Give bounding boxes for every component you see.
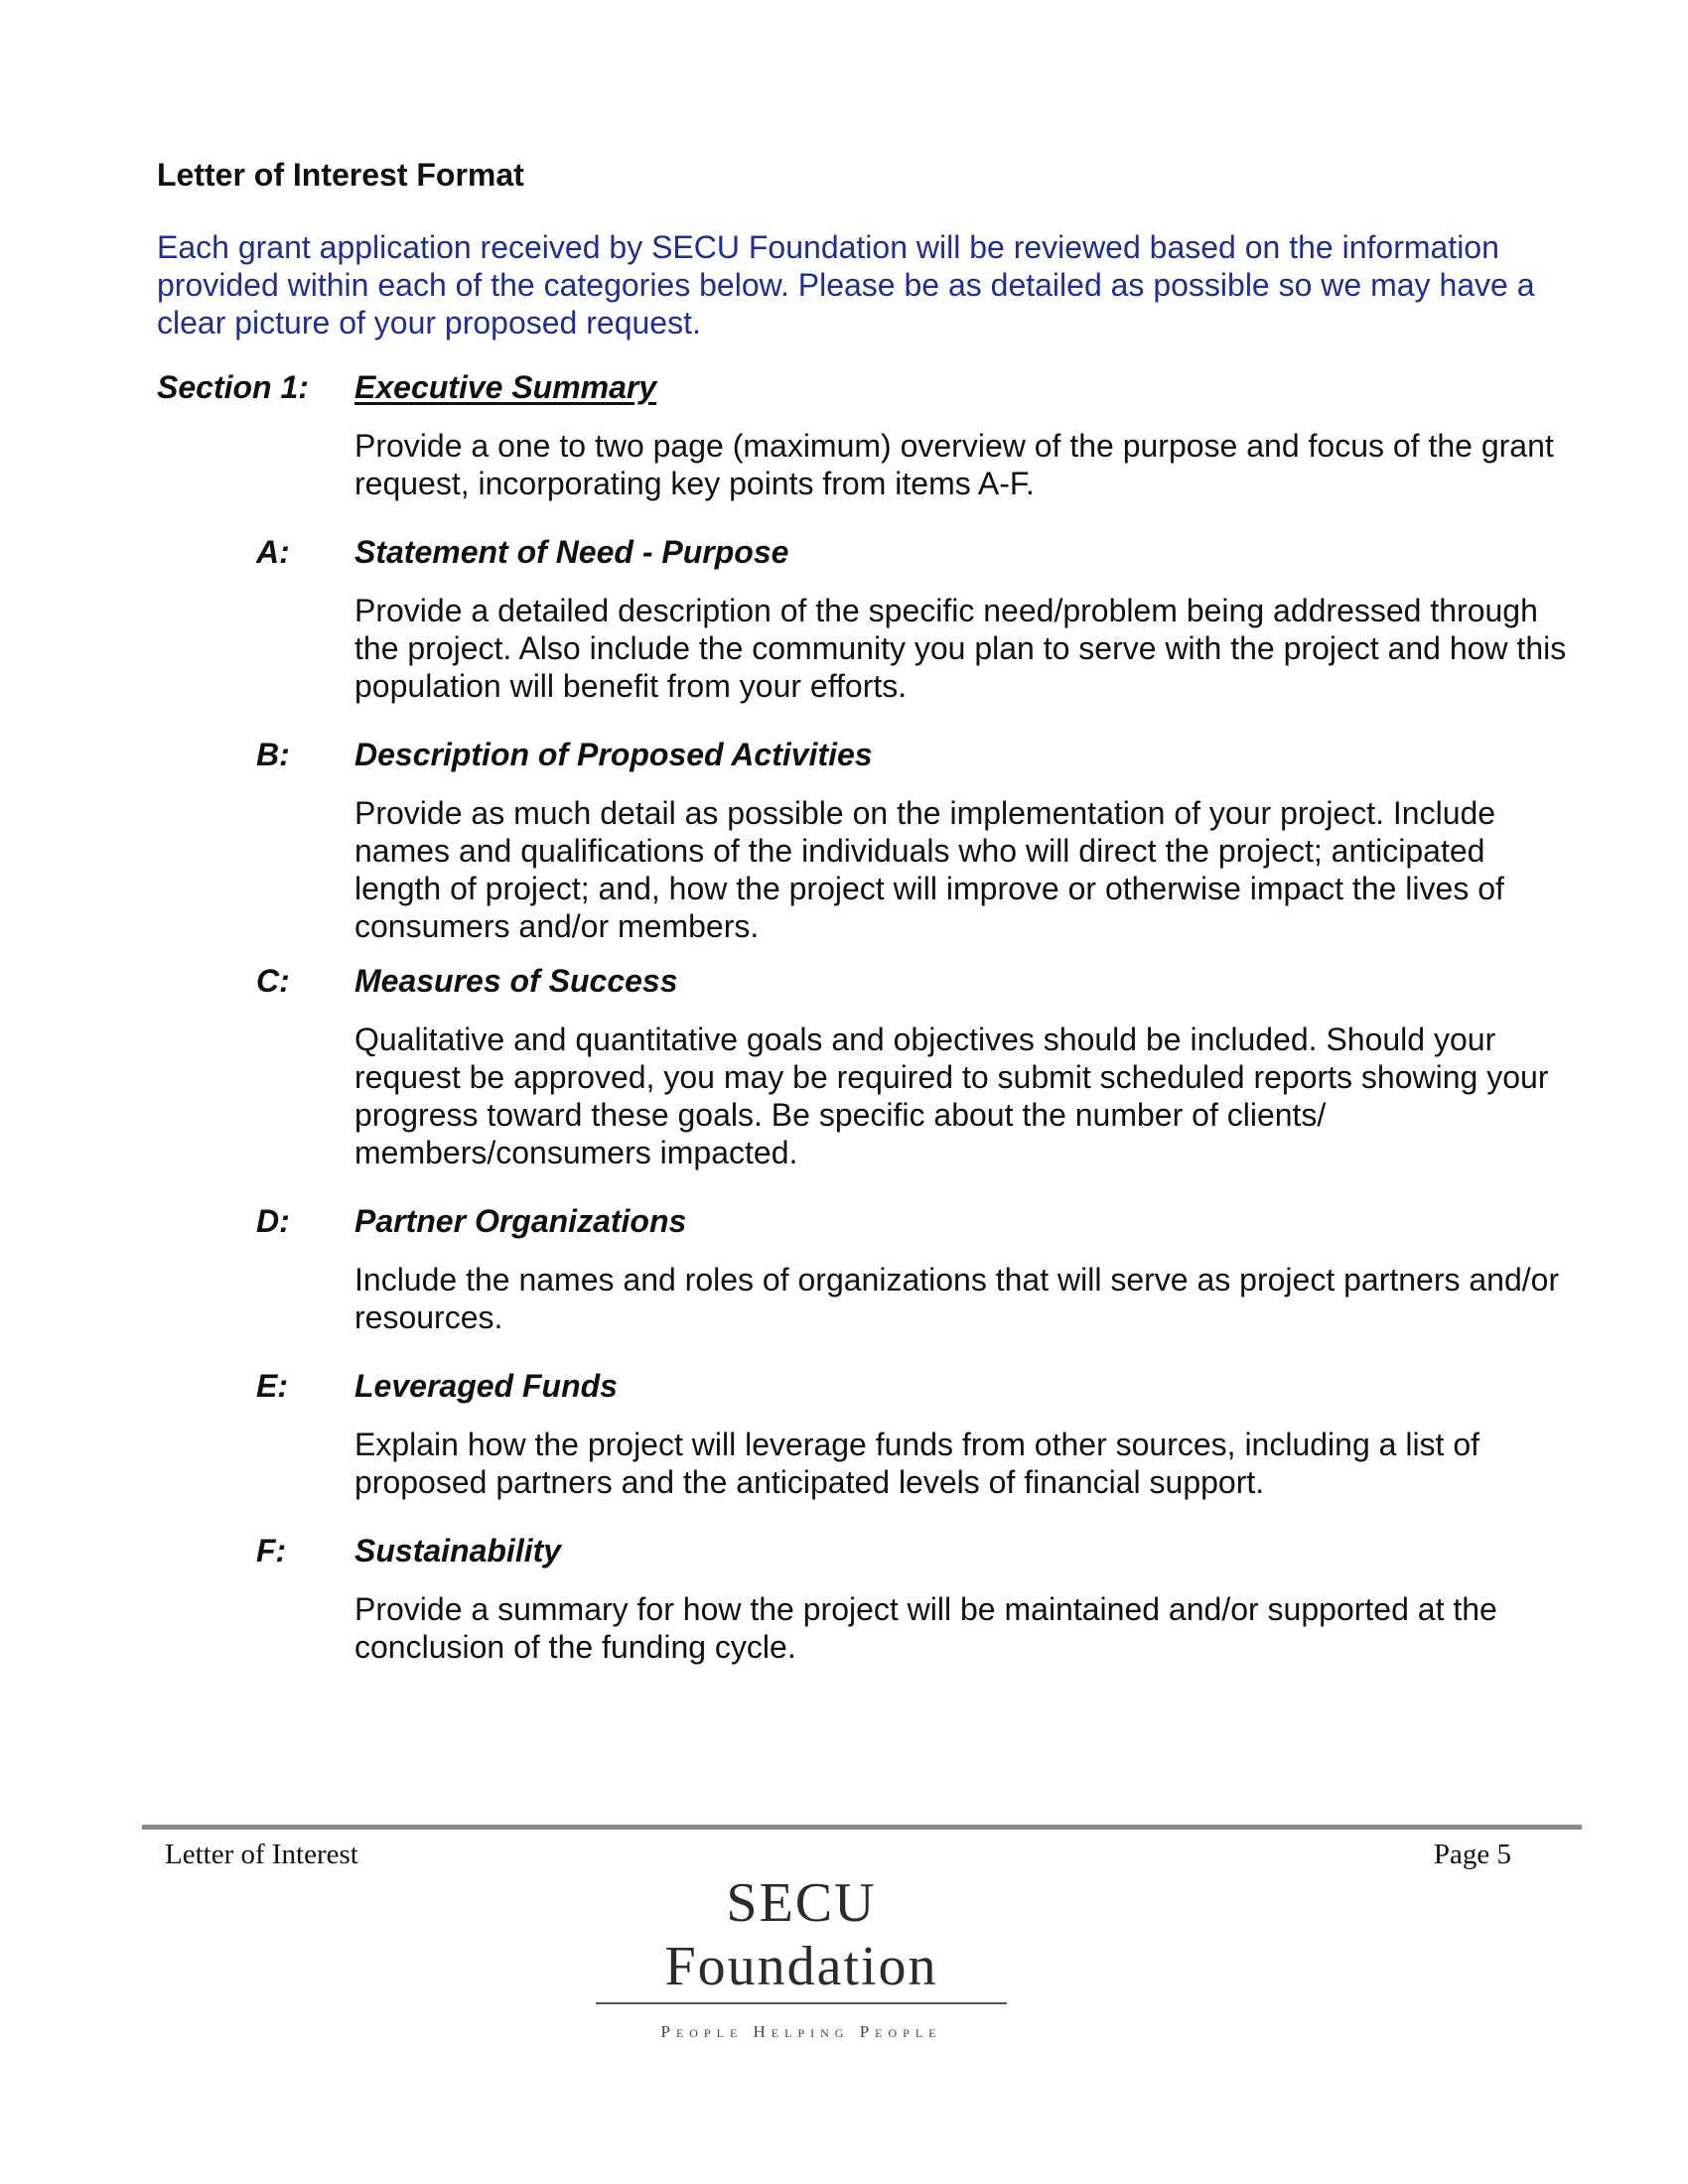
section-label: C:	[256, 963, 290, 999]
footer-page-number: Page 5	[1433, 1839, 1511, 1870]
footer-divider	[142, 1825, 1582, 1830]
section-title: Description of Proposed Activities	[354, 737, 873, 772]
section-body: Provide a detailed description of the specific need/problem being addressed through the project. Also include the community you plan to serve with the project and how this population will benefit from your efforts.	[354, 593, 1567, 704]
section-title: Leveraged Funds	[354, 1368, 618, 1404]
section-body: Provide as much detail as possible on the implementation of your project. Include names and qualifications of the individuals who will direct the project; anticipated length of project; and, how the project will improve or otherwise impact the lives of consumers and/or members.	[354, 795, 1504, 944]
section-label: E:	[256, 1368, 288, 1404]
section-body: Explain how the project will leverage funds from other sources, including a list of proposed partners and the anticipated levels of financial support.	[354, 1427, 1480, 1500]
footer-document-name: Letter of Interest	[165, 1839, 358, 1870]
intro-paragraph: Each grant application received by SECU Foundation will be reviewed based on the information provided within each of the categories below. Please be as detailed as possible so we may have a clear picture of your proposed request.	[157, 229, 1535, 341]
section-label: D:	[256, 1203, 290, 1239]
section-title: Executive Summary	[354, 369, 657, 405]
section-body: Qualitative and quantitative goals and objectives should be included. Should your request be approved, you may be required to submit scheduled reports showing your progress toward these goals. Be specific about the number of clients/ members/consumers impacted.	[354, 1022, 1549, 1170]
page-title: Letter of Interest Format	[157, 157, 524, 193]
section-title: Partner Organizations	[354, 1203, 687, 1239]
logo-name: SECU Foundation	[596, 1871, 1007, 2004]
section-label: B:	[256, 737, 290, 772]
section-body: Provide a one to two page (maximum) overview of the purpose and focus of the grant request, incorporating key points from items A-F.	[354, 428, 1554, 501]
section-label: A:	[256, 534, 290, 570]
logo-tagline: People Helping People	[660, 2022, 942, 2041]
section-title: Measures of Success	[354, 963, 678, 999]
section-title: Sustainability	[354, 1533, 562, 1569]
section-label: F:	[256, 1533, 287, 1569]
secu-foundation-logo	[596, 1871, 1007, 2042]
section-body: Include the names and roles of organizations that will serve as project partners and/or resources.	[354, 1262, 1560, 1335]
section-title: Statement of Need - Purpose	[354, 534, 789, 570]
section-body: Provide a summary for how the project will be maintained and/or supported at the conclusion of the funding cycle.	[354, 1591, 1497, 1665]
section-label: Section 1:	[157, 369, 309, 405]
